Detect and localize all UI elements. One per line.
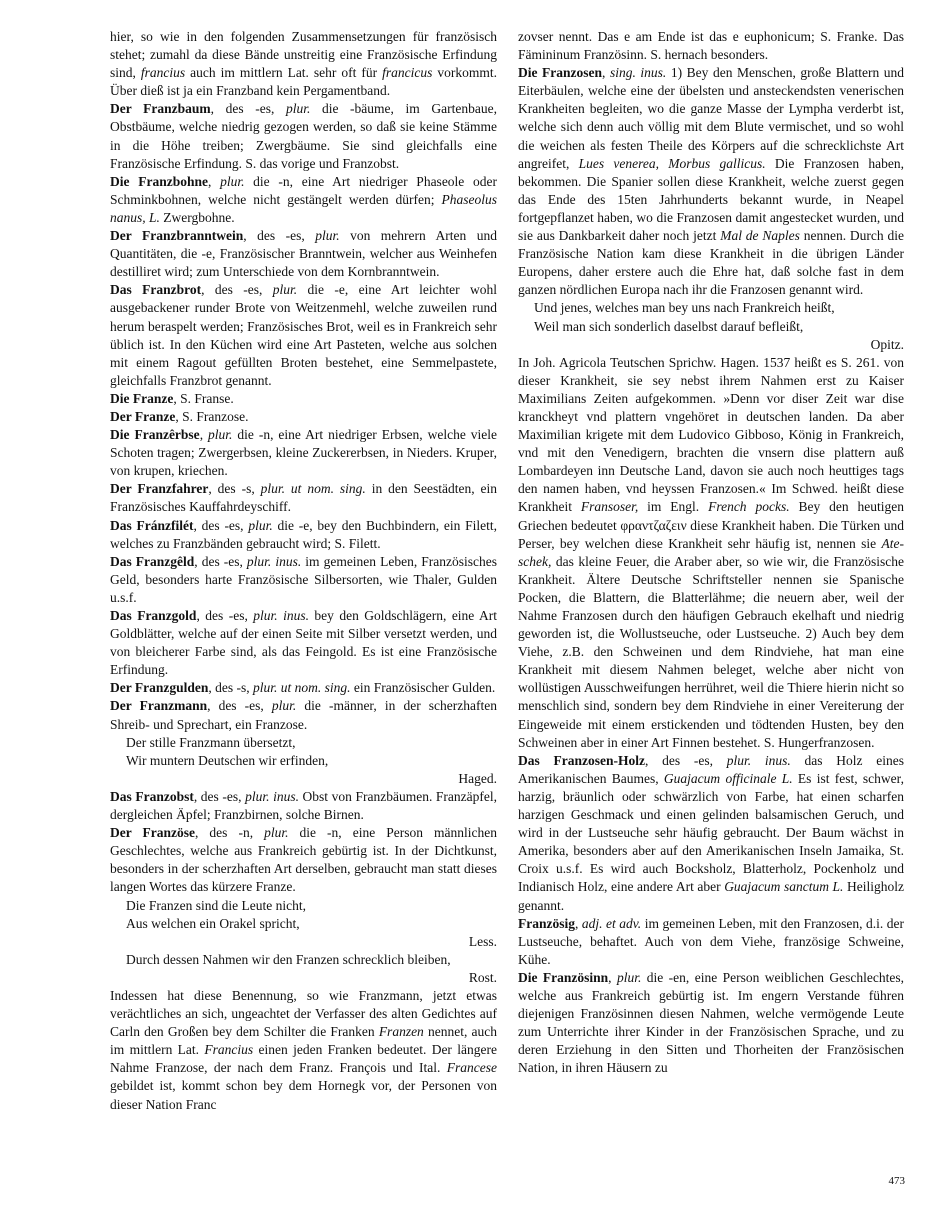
text-run: Bey den heutigen Griechen bedeutet φραντζαζειν diese Krankheit haben. Die Türken und Perser, bey welchen diese Krankheit sehr häufig ist, nennen sie xyxy=(518,499,904,551)
text-run: , xyxy=(575,915,582,931)
text-run: die -männer, in der scherzhaften Shreib- und Sprechart, ein Franzose. xyxy=(110,698,497,732)
entry-headword: Die Franzêrbse xyxy=(110,427,200,443)
italic-text: francius xyxy=(140,65,186,81)
italic-text: Francese xyxy=(446,1060,497,1076)
text-run: gebildet ist, kommt schon bey dem Hornegk vor, der Personen von dieser Nation Franc xyxy=(110,1078,497,1112)
italic-text: Guajacum officinale L. xyxy=(663,770,793,786)
text-run: , xyxy=(602,65,610,81)
dictionary-entry xyxy=(110,480,497,516)
italic-text: French pocks. xyxy=(708,499,790,515)
text-run: Es ist fest, schwer, harzig, bräunlich oder schwärzlich von Farbe, hat einen scharfen harzigen Geschmack und einen gelinden balsamischen Geruch, und wird in der Lustseuche sehr häufig gebraucht. Der Baum wächst in Amerika, besonders aber auf den Amerikanischen Inseln Jamaika, St. Croix u.s.f. Es wird auch Bocksholz, Blatterholz, Pockenholz und Indianisch Holz, eine andere Art aber xyxy=(518,770,904,895)
italic-text: Guajacum sanctum L. xyxy=(724,879,844,895)
entry-headword: Die Franzosen xyxy=(518,65,603,81)
italic-text: plur. xyxy=(220,173,245,189)
text-run: Die Franzen sind die Leute nicht, xyxy=(126,897,306,913)
text-run: , des -es, xyxy=(243,228,316,244)
entry-headword: Der Französe xyxy=(110,825,196,841)
text-run: bey den Goldschlägern, eine Art Goldblätter, welche auf der einen Seite mit Silber versetzt werden, und von bleicherer Farbe sind, als das Feingold. Es ist eine Französische Erfindung. xyxy=(110,608,497,678)
text-run: Heiligholz genannt. xyxy=(518,879,904,913)
text-run: Wir muntern Deutschen wir erfinden, xyxy=(126,752,329,768)
text-run: Aus welchen ein Orakel spricht, xyxy=(126,915,300,931)
italic-text: plur. xyxy=(208,427,233,443)
text-run: im gemeinen Leben, mit den Franzosen, d.i. der Lustseuche, behaftet. Auch von dem Viehe, französige Schweine, Kühe. xyxy=(518,915,905,967)
entry-headword: Die Franzbohne xyxy=(110,173,208,189)
text-run: , des -es, xyxy=(207,698,272,714)
text-run: , xyxy=(199,427,209,443)
text-run: Durch dessen Nahmen wir den Franzen schrecklich bleiben, xyxy=(126,951,451,967)
italic-text: plur. xyxy=(315,228,340,244)
italic-text: plur. inus. xyxy=(246,553,302,569)
attribution xyxy=(110,969,497,987)
page-number: 473 xyxy=(888,1175,905,1187)
left-column xyxy=(110,28,497,1114)
italic-text: sing. inus. xyxy=(609,65,667,81)
text-run: Indessen hat diese Benennung, so wie Franzmann, jetzt etwas verächtliches an sich, ungeachtet der Verfasser des alten Gedichtes auf Carln den Großen bey dem Schilter die Franken xyxy=(110,987,497,1040)
dictionary-entry xyxy=(518,64,904,299)
dictionary-entry xyxy=(110,679,497,697)
text-run: die -bäume, im Gartenbaue, Obstbäume, welche niedrig gezogen werden, so daß sie keine Stämme in die Höhe treiben; Zwergbäume. Sie sind gleichfalls eine Französische Erfindung. S. das vorige und Franzobst. xyxy=(110,101,497,171)
dictionary-entry xyxy=(518,354,904,752)
text-run: nennet, auch im mittlern Lat. xyxy=(110,1024,497,1058)
dictionary-entry xyxy=(518,752,904,915)
italic-text: Francius xyxy=(204,1042,254,1058)
dictionary-entry xyxy=(110,824,497,896)
entry-headword: Das Franzgold xyxy=(110,608,197,623)
text-run: die -n, eine Person männlichen Geschlechtes, welche aus Frankreich gebürtig ist. In der Dichtkunst, besonders in der scherzhaften Art derselben, gebraucht man statt dieses langen Wortes das kürzere Franze. xyxy=(110,825,497,895)
text-run: , xyxy=(608,969,617,985)
text-run: , des -n, xyxy=(195,825,265,841)
text-run: Die Franzosen haben, bekommen. Die Spanier sollen diese Krankheit, welche zuerst gegen das Ende des 15ten Jahrhunderts bekannt wurde, in Neapel fortgepflanzet haben, wo die Franzosen damit angestecket wurden, und sie aus Dankbarkeit daher noch jetzt xyxy=(518,155,904,244)
text-run: Und jenes, welches man bey uns nach Frankreich heißt, xyxy=(534,300,835,316)
text-run: , des -es, xyxy=(196,608,254,623)
text-run: zovser nennt. Das e am Ende ist das e euphonicum; S. Franke. Das Fämininum Französinn. S. hernach besonders. xyxy=(518,29,904,63)
italic-text: plur. inus. xyxy=(253,608,309,623)
text-run: , des -es, xyxy=(210,101,286,117)
italic-text: plur. xyxy=(271,698,297,714)
verse-line xyxy=(110,752,497,770)
italic-text: plur. xyxy=(616,969,642,985)
dictionary-entry xyxy=(518,969,904,1078)
text-run: im gemeinen Leben, Französisches Geld, besonders harte Französische Silbersorten, wie Thaler, Gulden u.s.f. xyxy=(110,553,497,605)
italic-text: plur. xyxy=(264,825,289,841)
dictionary-entry xyxy=(110,697,497,733)
text-run: Opitz. xyxy=(870,336,904,352)
dictionary-entry xyxy=(110,390,497,408)
text-run: , des -es, xyxy=(194,553,247,569)
text-run: Haged. xyxy=(458,770,497,786)
text-run: , S. Franse. xyxy=(173,390,234,406)
entry-headword: Der Franzbaum xyxy=(110,101,211,117)
text-run: Zwergbohne. xyxy=(159,209,235,225)
dictionary-entry xyxy=(518,915,904,969)
dictionary-entry xyxy=(110,100,497,172)
text-run: die -n, eine Art niedriger Erbsen, welche viele Schoten tragen; Zwergerbsen, kleine Zuckererbsen, in Nieders. Kruper, von krupen, kriechen. xyxy=(110,427,498,479)
entry-headword: Französig xyxy=(518,915,575,931)
italic-text: plur. ut nom. sing. xyxy=(253,680,351,696)
text-run: nennen. Durch die Französische Nation kam diese Krankheit in die übrigen Länder Europens, daher erstere auch die Ehre hat, daß solche fast in dem ganzen nördlichen Europa nach ihr die Franzosen genannt wird. xyxy=(518,228,904,298)
text-run: , S. Franzose. xyxy=(175,408,249,424)
dictionary-entry xyxy=(110,788,497,824)
entry-headword: Die Franze xyxy=(110,390,174,406)
verse-line xyxy=(110,915,497,933)
dictionary-entry xyxy=(110,987,497,1114)
entry-headword: Die Französinn xyxy=(518,969,609,985)
italic-text: Mal de Naples xyxy=(720,228,800,244)
text-run: die -e, bey den Buchbindern, ein Filett, welches zu Franzbänden gebraucht wird; S. Filett. xyxy=(110,517,497,551)
italic-text: Fransoser, xyxy=(580,499,639,515)
entry-headword: Das Fránzfilét xyxy=(110,517,194,533)
entry-headword: Der Franzgulden xyxy=(110,680,209,696)
entry-headword: Das Franzgêld xyxy=(110,553,195,569)
text-run: , des -s, xyxy=(208,481,261,497)
entry-headword: Das Franzosen-Holz xyxy=(518,752,645,768)
text-run: , xyxy=(207,173,221,189)
dictionary-entry xyxy=(110,426,497,480)
verse-line xyxy=(518,299,904,317)
italic-text: plur. xyxy=(248,517,273,533)
entry-headword: Der Franzbranntwein xyxy=(110,228,244,244)
text-run: die -n, eine Art niedriger Phaseole oder Schminkbohnen, welche nicht gestängelt werden dürfen; xyxy=(110,173,497,207)
text-run: Weil man sich sonderlich daselbst darauf befleißt, xyxy=(534,318,804,334)
italic-text: plur. xyxy=(285,101,311,117)
italic-text: francicus xyxy=(382,65,433,81)
text-run: einen jeden Franken bedeutet. Der längere Nahme Franzose, der nach dem Franz. François und Ital. xyxy=(110,1042,497,1076)
dictionary-entry xyxy=(110,281,497,390)
entry-headword: Der Franze xyxy=(110,408,176,424)
verse-line xyxy=(110,951,497,969)
text-run: , des -es, xyxy=(645,752,727,768)
text-run: Rost. xyxy=(468,969,497,985)
verse-line xyxy=(110,734,497,752)
dictionary-entry xyxy=(110,28,497,100)
right-column xyxy=(518,28,904,1077)
attribution xyxy=(110,933,497,951)
italic-text: Phaseolus nanus, L. xyxy=(110,191,497,225)
text-run: , des -es, xyxy=(193,517,249,533)
text-run: von mehrern Arten und Quantitäten, die -e, Französischer Branntwein, welcher aus Weinhefen destilliret wird; zum Unterschiede von dem Kornbranntwein. xyxy=(110,228,497,280)
dictionary-entry xyxy=(110,553,497,607)
text-run: vorkommt. Über dieß ist ja ein Franzband kein Pergamentband. xyxy=(110,65,497,99)
text-run: ein Französischer Gulden. xyxy=(350,680,496,696)
dictionary-entry xyxy=(518,28,904,64)
text-run: auch im mittlern Lat. sehr oft für xyxy=(185,65,383,81)
entry-headword: Das Franzobst xyxy=(110,788,194,804)
dictionary-entry xyxy=(110,173,497,227)
text-run: im Engl. xyxy=(638,499,709,515)
entry-headword: Der Franzmann xyxy=(110,698,208,714)
italic-text: plur. inus. xyxy=(726,752,791,768)
text-run: , des -es, xyxy=(193,788,246,804)
italic-text: Ateschek, xyxy=(518,535,904,569)
dictionary-entry xyxy=(110,517,497,553)
italic-text: plur. inus. xyxy=(245,788,299,804)
text-run: In Joh. Agricola Teutschen Sprichw. Hagen. 1537 heißt es S. 261. von dieser Krankheit, sie sey nebst ihrem Nahmen erst zu Kaiser Maximilians Zeiten aufgekommen. »Denn vor diser Zeit war dise kranckheyt vnd plattern vngehöret in deutschen landen. Da aber Maximilian krigete mit dem Ludovico Gibboso, König in Frankreich, vnd mit den Venedigern, brachten die vnsern dise plattern auß Lombardeyen inn Deutsche Land, davon sie auch noch heuttiges tags den namen haben, vnd heyssen Franzosen.« Im Schwed. heißt diese Krankheit xyxy=(518,354,904,515)
text-run: Less. xyxy=(468,933,497,949)
dictionary-entry xyxy=(110,227,497,281)
text-run: , des -s, xyxy=(208,680,253,696)
text-run: , des -es, xyxy=(201,282,273,298)
dictionary-entry xyxy=(110,607,497,679)
attribution xyxy=(110,770,497,788)
attribution xyxy=(518,336,904,354)
dictionary-entry xyxy=(110,408,497,426)
text-run: hier, so wie in den folgenden Zusammensetzungen für französisch stehet; zumahl da diese Bände unstreitig eine Französische Erfindung sind, xyxy=(110,29,497,81)
entry-headword: Das Franzbrot xyxy=(110,282,202,298)
text-run: 1) Bey den Menschen, große Blattern und Eiterbäulen, welche eine der übelsten und ansteckendsten venerischen Krankheiten begleiten, wo die ganze Masse der Lympha verderbt ist, welche sich denn auch völlig mit dem Blute vermischet, und so wohl die weichen als festen Theile des Körpers auf die schrecklichste Art angreifet, xyxy=(518,65,905,171)
verse-line xyxy=(110,897,497,915)
text-run: das kleine Feuer, die Araber aber, so wie wir, die Französische Krankheit. Ältere Deutsche Schriftsteller nennen sie Spanische Pocken, die Blattern, die Blatterlähme; die neuern aber, weil der Nahme Franzosen durch den häufigen Gebrauch ekelhaft und niedrig geworden ist, die Wollustseuche, oder Lustseuche. 2) Auch bey dem Viehe, z.B. den Schweinen und dem Rindviehe, hat man eine Krankheit mit diesem Nahmen beleget, welche aber nicht von wollüstigen Ausschweifungen herrühret, weil die Thiere hierin nicht so menschlich sind, sondern bey dem Rindviehe in einer Vereiterung der Eingeweide mit einem erstickenden und tödtenden Husten, bey den Schweinen aber in einer Art Finnen bestehet. S. Hungerfranzosen. xyxy=(518,553,904,750)
italic-text: Franzen xyxy=(378,1024,424,1040)
text-run: Der stille Franzmann übersetzt, xyxy=(126,734,296,750)
italic-text: plur. xyxy=(272,282,298,298)
text-run: die -en, eine Person weiblichen Geschlechtes, welche aus Frankreich gebürtig ist. Im engern Verstande führen diejenigen Französinnen diesen Nahmen, welche vermögende Leute zum Unterrichte ihrer Kinder in der Französischen Sprache, und zu deren Erziehung in den Sitten und Thorheiten der Französischen Nation, in ihren Häusern zu xyxy=(518,969,904,1076)
text-run: in den Seestädten, ein Französisches Kauffahrdeyschiff. xyxy=(110,481,498,515)
italic-text: plur. ut nom. sing. xyxy=(260,481,366,497)
text-run: das Holz eines Amerikanischen Baumes, xyxy=(518,752,904,786)
italic-text: adj. et adv. xyxy=(581,915,642,931)
entry-headword: Der Franzfahrer xyxy=(110,481,209,497)
text-run: die -e, eine Art leichter wohl ausgebackener runder Brote von Weitzenmehl, welche zuweilen rund herum beraspelt werden; Französisches Brot, weil es in Frankreich sehr üblich ist. In den Küchen wird eine Art Pasteten, welche aus solchen mit einem Ragout gefüllten Broten bestehet, eine Semmelpastete, gleichfalls Franzbrot genannt. xyxy=(110,282,497,388)
verse-line xyxy=(518,318,904,336)
text-run: Obst von Franzbäumen. Franzäpfel, dergleichen Äpfel; Franzbirnen, solche Birnen. xyxy=(110,788,497,823)
italic-text: Lues venerea, Morbus gallicus. xyxy=(578,155,766,171)
